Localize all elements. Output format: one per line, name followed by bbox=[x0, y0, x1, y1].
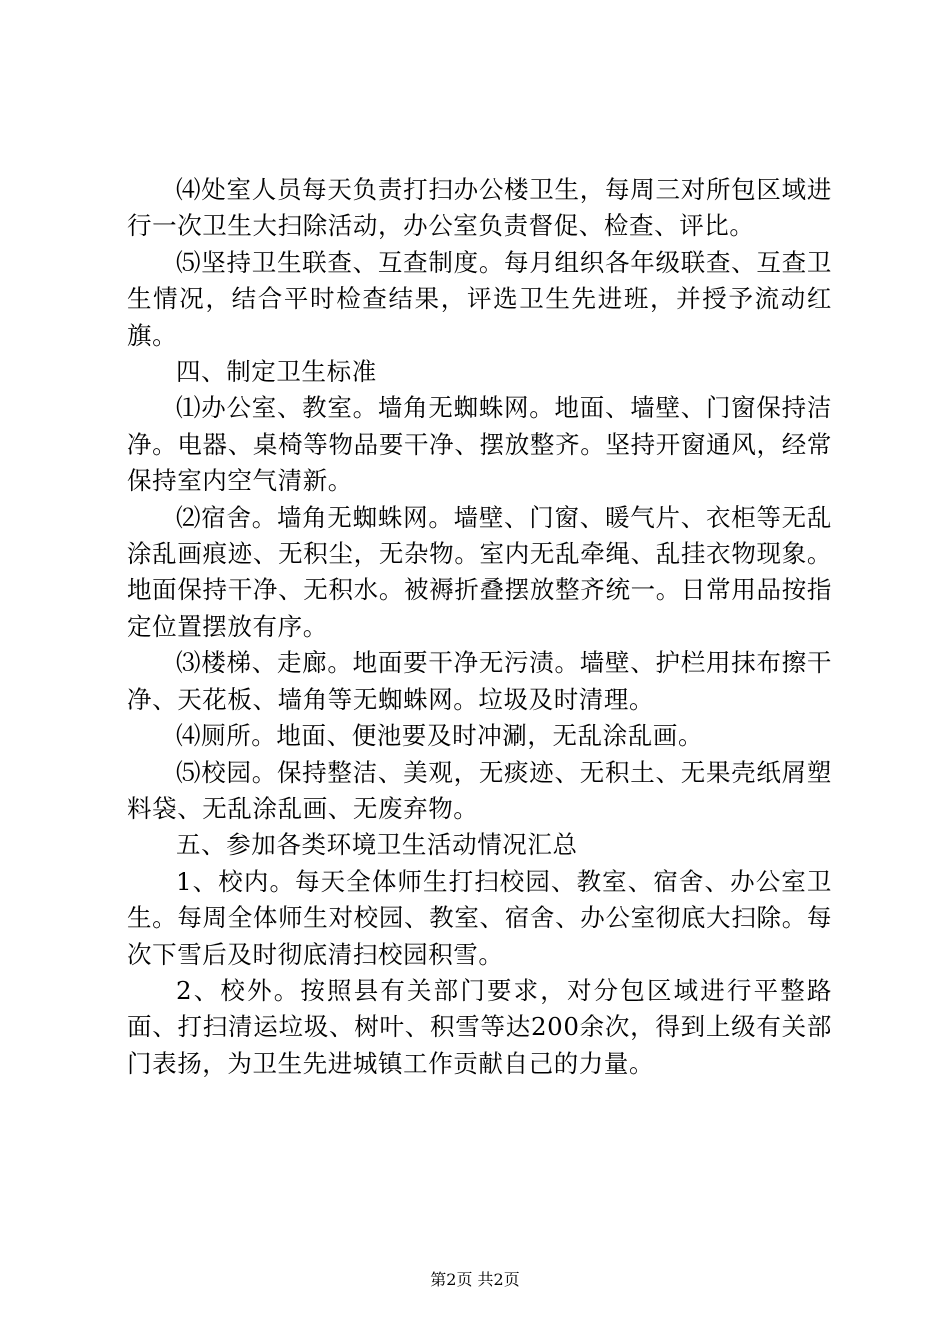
paragraph-standard-toilet: ⑷厕所。地面、便池要及时冲涮，无乱涂乱画。 bbox=[176, 721, 704, 751]
section-heading-activities: 五、参加各类环境卫生活动情况汇总 bbox=[176, 830, 578, 860]
paragraph-standard-campus: ⑸校园。保持整洁、美观，无痰迹、无积土、无果壳纸屑塑料袋、无乱涂乱画、无废弃物。 bbox=[127, 757, 832, 823]
section-heading-standards: 四、制定卫生标准 bbox=[176, 357, 377, 387]
paragraph-standard-dormitory: ⑵宿舍。墙角无蜘蛛网。墙壁、门窗、暖气片、衣柜等无乱涂乱画痕迹、无积尘，无杂物。室内无乱牵绳、乱挂衣物现象。地面保持干净、无积水。被褥折叠摆放整齐统一。日常用品按指定位置摆放有序。 bbox=[127, 502, 832, 641]
paragraph-on-campus: 1、校内。每天全体师生打扫校园、教室、宿舍、办公室卫生。每周全体师生对校园、教室、宿舍、办公室彻底大扫除。每次下雪后及时彻底清扫校园积雪。 bbox=[127, 866, 832, 969]
document-body bbox=[127, 172, 832, 1082]
page-number-footer: 第2页 共2页 bbox=[430, 1270, 520, 1289]
paragraph-off-campus: 2、校外。按照县有关部门要求，对分包区域进行平整路面、打扫清运垃圾、树叶、积雪等达200余次，得到上级有关部门表扬，为卫生先进城镇工作贡献自己的力量。 bbox=[127, 975, 832, 1078]
paragraph-office-cleaning: ⑷处室人员每天负责打扫办公楼卫生，每周三对所包区域进行一次卫生大扫除活动，办公室负责督促、检查、评比。 bbox=[127, 175, 832, 241]
paragraph-standard-stairs: ⑶楼梯、走廊。地面要干净无污渍。墙壁、护栏用抹布擦干净、天花板、墙角等无蜘蛛网。垃圾及时清理。 bbox=[127, 648, 832, 714]
paragraph-standard-office: ⑴办公室、教室。墙角无蜘蛛网。地面、墙壁、门窗保持洁净。电器、桌椅等物品要干净、摆放整齐。坚持开窗通风，经常保持室内空气清新。 bbox=[127, 393, 832, 496]
paragraph-inspection-system: ⑸坚持卫生联查、互查制度。每月组织各年级联查、互查卫生情况，结合平时检查结果，评选卫生先进班，并授予流动红旗。 bbox=[127, 247, 832, 350]
